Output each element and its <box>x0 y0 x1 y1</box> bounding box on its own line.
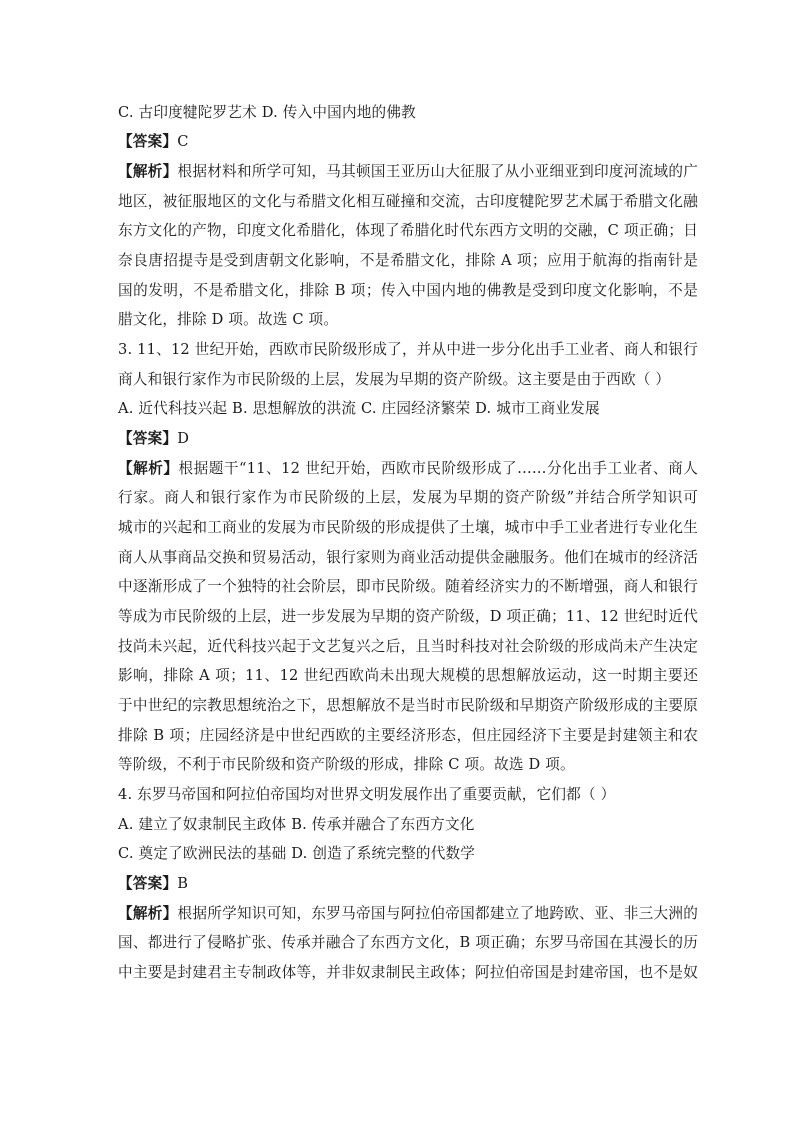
line-text: C. 古印度犍陀罗艺术 D. 传入中国内地的佛教 <box>118 104 416 121</box>
line-text: 等成为市民阶级的上层，进一步发展为早期的资产阶级，D 项正确；11、12 世纪时近代 <box>118 608 698 625</box>
line-text: 行家。商人和银行家作为市民阶级的上层，发展为早期的资产阶级”并结合所学知识可 <box>118 489 698 506</box>
line-text: 国的发明，不是希腊文化，排除 B 项；传入中国内地的佛教是受到印度文化影响，不是 <box>118 282 698 299</box>
analysis-line <box>118 638 698 656</box>
analysis-line <box>118 667 698 685</box>
analysis-line <box>118 905 698 923</box>
option-line <box>118 104 698 122</box>
line-text: A. 建立了奴隶制民主政体 B. 传承并融合了东西方文化 <box>118 816 475 833</box>
analysis-line <box>118 282 698 300</box>
analysis-line <box>118 193 698 211</box>
line-text: 东方文化的产物，印度文化希腊化，体现了希腊化时代东西方文明的交融，C 项正确；日 <box>118 222 698 239</box>
answer-value: D <box>177 430 190 447</box>
analysis-line <box>118 519 698 537</box>
answer-value: C <box>177 133 189 150</box>
option-line <box>118 400 698 418</box>
answer-tag: 【答案】 <box>118 133 178 150</box>
line-text: 地区，被征服地区的文化与希腊文化相互碰撞和交流，古印度犍陀罗艺术属于希腊文化融 <box>118 193 698 210</box>
answer-line <box>118 875 698 893</box>
line-text: 根据题干“11、12 世纪开始，西欧市民阶级形成了……分化出手工业者、商人 <box>178 460 698 477</box>
question-line <box>118 341 698 359</box>
line-text: C. 奠定了欧洲民法的基础 D. 创造了系统完整的代数学 <box>118 845 476 862</box>
line-text: 腊文化，排除 D 项。故选 C 项。 <box>118 311 339 328</box>
question-line <box>118 371 698 389</box>
analysis-line <box>118 163 698 181</box>
analysis-line <box>118 311 698 329</box>
answer-line <box>118 430 698 448</box>
line-text: 中逐渐形成了一个独特的社会阶层，即市民阶级。随着经济实力的不断增强，商人和银行 <box>118 578 698 595</box>
line-text: 商人从事商品交换和贸易活动，银行家则为商业活动提供金融服务。他们在城市的经济活 <box>118 549 698 566</box>
line-text: 4. 东罗马帝国和阿拉伯帝国均对世界文明发展作出了重要贡献，它们都（ ） <box>118 786 616 803</box>
analysis-line <box>118 489 698 507</box>
analysis-line <box>118 756 698 774</box>
line-text: 3. 11、12 世纪开始，西欧市民阶级形成了，并从中进一步分化出手工业者、商人和银行 <box>118 341 698 358</box>
line-text: 根据材料和所学可知，马其顿国王亚历山大征服了从小亚细亚到印度河流域的广 <box>177 163 698 180</box>
option-line <box>118 816 698 834</box>
answer-value: B <box>177 875 189 892</box>
line-text: 技尚未兴起，近代科技兴起于文艺复兴之后，且当时科技对社会阶级的形成尚未产生决定 <box>118 638 698 655</box>
line-text: A. 近代科技兴起 B. 思想解放的洪流 C. 庄园经济繁荣 D. 城市工商业发展 <box>118 400 600 417</box>
analysis-tag: 【解析】 <box>118 905 178 922</box>
line-text: 商人和银行家作为市民阶级的上层，发展为早期的资产阶级。这主要是由于西欧（ ） <box>118 371 671 388</box>
line-text: 城市的兴起和工商业的发展为市民阶级的形成提供了土壤，城市中手工业者进行专业化生 <box>118 519 698 536</box>
answer-tag: 【答案】 <box>118 430 178 447</box>
line-text: 根据所学知识可知，东罗马帝国与阿拉伯帝国都建立了地跨欧、亚、非三大洲的 <box>177 905 698 922</box>
line-text: 国、都进行了侵略扩张、传承并融合了东西方文化，B 项正确；东罗马帝国在其漫长的历 <box>118 934 698 951</box>
line-text: 排除 B 项；庄园经济是中世纪西欧的主要经济形态，但庄园经济下主要是封建领主和农 <box>118 727 698 744</box>
answer-line <box>118 133 698 151</box>
analysis-line <box>118 252 698 270</box>
line-text: 影响，排除 A 项；11、12 世纪西欧尚未出现大规模的思想解放运动，这一时期主要还 <box>118 667 698 684</box>
option-line <box>118 845 698 863</box>
analysis-line <box>118 608 698 626</box>
analysis-line <box>118 549 698 567</box>
analysis-line <box>118 460 698 478</box>
analysis-line <box>118 934 698 952</box>
analysis-tag: 【解析】 <box>118 163 178 180</box>
answer-tag: 【答案】 <box>118 875 178 892</box>
analysis-line <box>118 964 698 982</box>
analysis-line <box>118 578 698 596</box>
analysis-tag: 【解析】 <box>118 460 179 477</box>
line-text: 奈良唐招提寺是受到唐朝文化影响，不是希腊文化，排除 A 项；应用于航海的指南针是 <box>118 252 698 269</box>
analysis-line <box>118 222 698 240</box>
question-line <box>118 786 698 804</box>
analysis-line <box>118 697 698 715</box>
line-text: 于中世纪的宗教思想统治之下，思想解放不是当时市民阶级和早期资产阶级形成的主要原 <box>118 697 698 714</box>
analysis-line <box>118 727 698 745</box>
line-text: 中主要是封建君主专制政体等，并非奴隶制民主政体；阿拉伯帝国是封建帝国，也不是奴 <box>118 964 698 981</box>
line-text: 等阶级，不利于市民阶级和资产阶级的形成，排除 C 项。故选 D 项。 <box>118 756 575 773</box>
